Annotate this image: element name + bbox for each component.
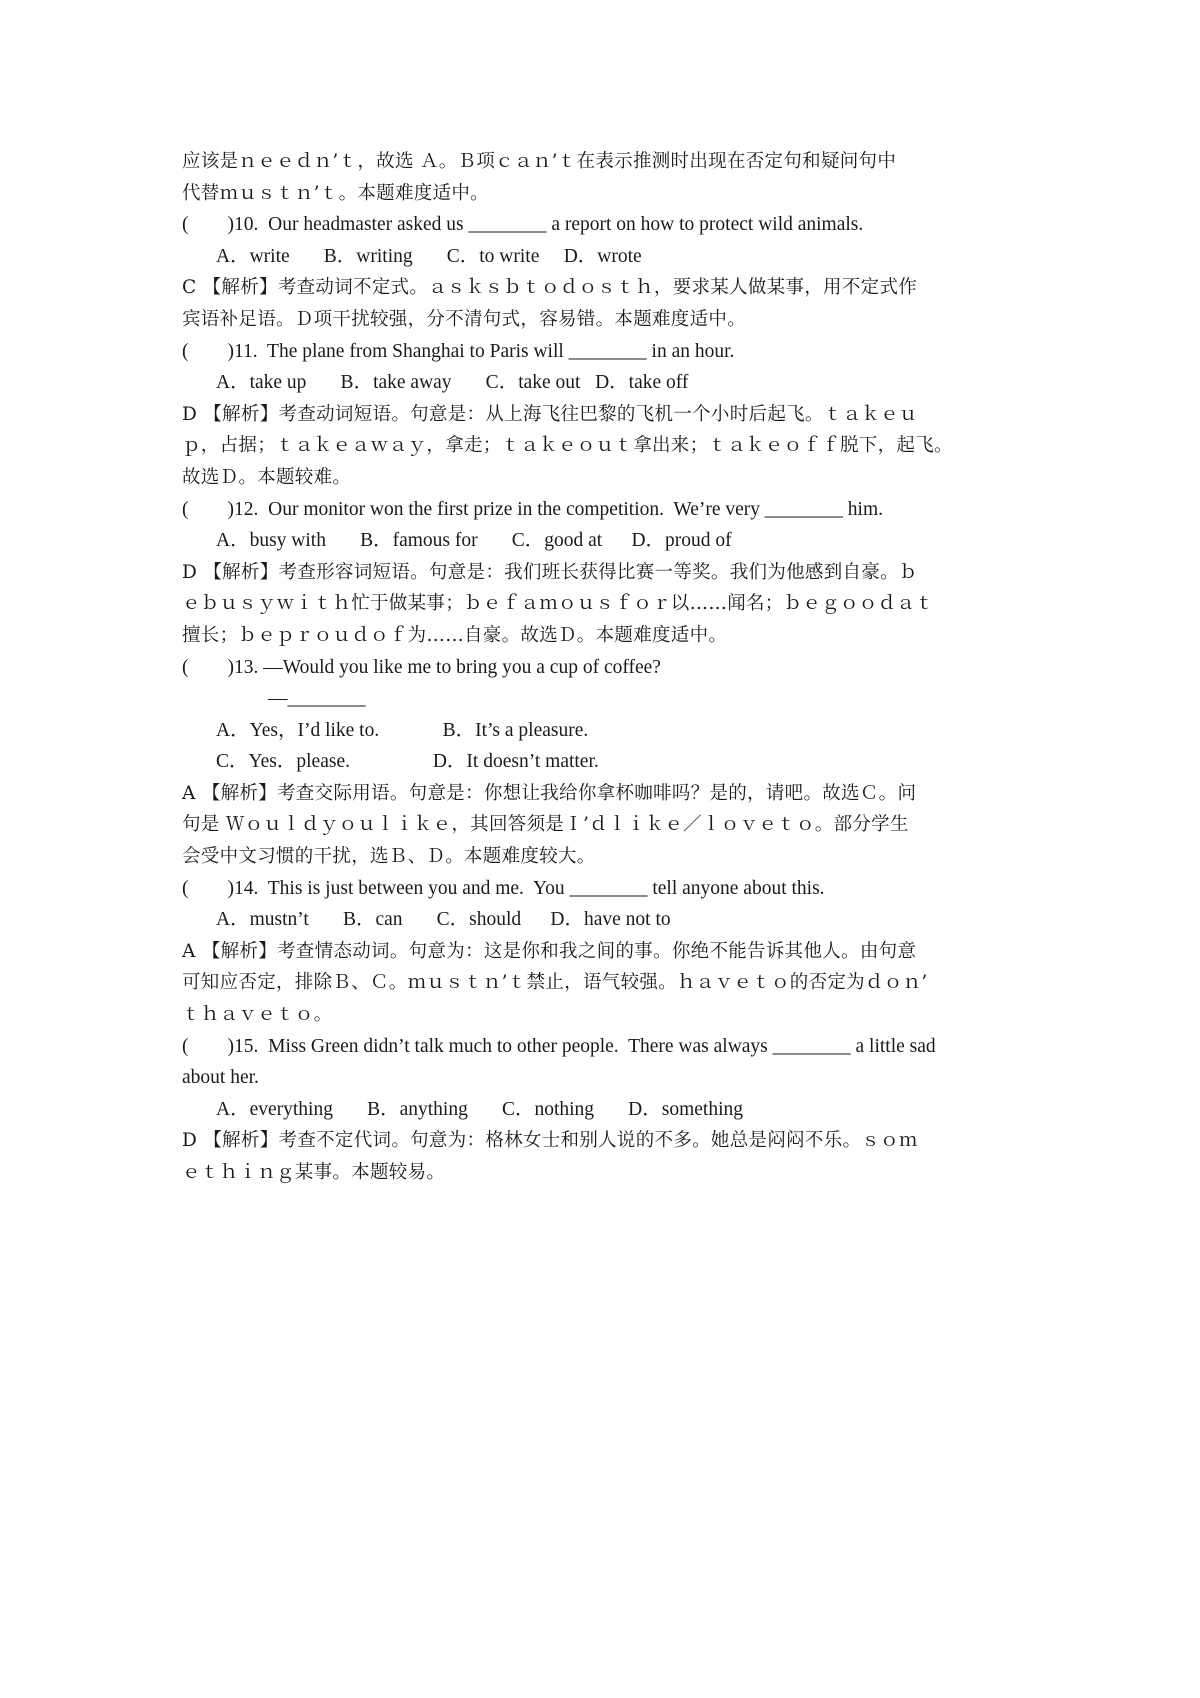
question-line: ( )11. The plane from Shanghai to Paris will ________ in an hour. bbox=[182, 340, 735, 362]
options-line: A．busy with B．famous for C．good at D．proud of bbox=[216, 530, 732, 552]
options-line: A．take up B．take away C．take out D．take off bbox=[216, 372, 689, 394]
explanation-line: 会受中文习惯的干扰，选Ｂ、Ｄ。本题难度较大。 bbox=[182, 846, 596, 868]
explanation-line: 应该是ｎｅｅｄｎ’ｔ，故选 Ａ。Ｂ项ｃａｎ’ｔ在表示推测时出现在否定句和疑问句中 bbox=[182, 151, 897, 172]
explanation-line: ｔｈａｖｅｔｏ。 bbox=[182, 1004, 333, 1026]
options-line: C．Yes．please. D．It doesn’t matter. bbox=[216, 751, 599, 773]
explanation-line: 代替ｍｕｓｔｎ’ｔ。本题难度适中。 bbox=[182, 182, 489, 204]
explanation-line: D 【解析】考查不定代词。句意为：格林女士和别人说的不多。她总是闷闷不乐。ｓｏｍ bbox=[182, 1130, 918, 1152]
question-line: ( )10. Our headmaster asked us ________ a report on how to protect wild animals. bbox=[182, 214, 864, 236]
explanation-line: 故选Ｄ。本题较难。 bbox=[182, 466, 352, 488]
answer-blank-line: —________ bbox=[268, 688, 366, 710]
explanation-line: 可知应否定，排除Ｂ、Ｃ。ｍｕｓｔｎ’ｔ禁止，语气较强。ｈａｖｅｔｏ的否定为ｄｏｎ’ bbox=[182, 972, 928, 994]
options-line: A．everything B．anything C．nothing D．something bbox=[216, 1098, 744, 1120]
explanation-line: ｅｔｈｉｎｇ某事。本题较易。 bbox=[182, 1162, 446, 1183]
explanation-line: ｐ，占据；ｔａｋｅａｗａｙ，拿走；ｔａｋｅｏｕｔ拿出来；ｔａｋｅｏｆｆ脱下，起飞。 bbox=[182, 435, 953, 457]
question-line: about her. bbox=[182, 1067, 259, 1089]
explanation-line: 宾语补足语。Ｄ项干扰较强，分不清句式，容易错。本题难度适中。 bbox=[182, 308, 747, 330]
explanation-line: ｅｂｕｓｙｗｉｔｈ忙于做某事；ｂｅｆａｍｏｕｓｆｏｒ以……闻名；ｂｅｇｏｏｄａｔ bbox=[182, 593, 935, 615]
question-line: ( )14. This is just between you and me. You ________ tell anyone about this. bbox=[182, 877, 825, 899]
explanation-line: C 【解析】考查动词不定式。ａｓｋｓｂｔｏｄｏｓｔｈ，要求某人做某事，用不定式作 bbox=[182, 277, 918, 299]
question-line: ( )15. Miss Green didn’t talk much to other people. There was always ________ a little sad bbox=[182, 1035, 936, 1057]
document-body bbox=[182, 146, 1027, 1189]
question-line: ( )12. Our monitor won the first prize in the competition. We’re very ________ him. bbox=[182, 498, 884, 520]
question-line: ( )13. —Would you like me to bring you a cup of coffee? bbox=[182, 656, 661, 678]
explanation-line: D 【解析】考查动词短语。句意是：从上海飞往巴黎的飞机一个小时后起飞。ｔａｋｅｕ bbox=[182, 403, 918, 425]
explanation-line: A 【解析】考查交际用语。句意是：你想让我给你拿杯咖啡吗？是的，请吧。故选Ｃ。问 bbox=[182, 782, 917, 804]
explanation-line: 擅长；ｂｅｐｒｏｕｄｏｆ为……自豪。故选Ｄ。本题难度适中。 bbox=[182, 624, 728, 646]
explanation-line: D 【解析】考查形容词短语。句意是：我们班长获得比赛一等奖。我们为他感到自豪。ｂ bbox=[182, 561, 918, 583]
options-line: A．mustn’t B．can C．should D．have not to bbox=[216, 909, 671, 931]
explanation-line: A 【解析】考查情态动词。句意为：这是你和我之间的事。你绝不能告诉其他人。由句意 bbox=[182, 940, 917, 962]
options-line: A．write B．writing C．to write D．wrote bbox=[216, 245, 642, 267]
explanation-line: 句是 Ｗｏｕｌｄｙｏｕｌｉｋｅ，其回答须是Ｉ’ｄｌｉｋｅ／ｌｏｖｅｔｏ。部分学生 bbox=[182, 814, 909, 836]
options-line: A．Yes，I’d like to. B．It’s a pleasure. bbox=[216, 719, 589, 741]
